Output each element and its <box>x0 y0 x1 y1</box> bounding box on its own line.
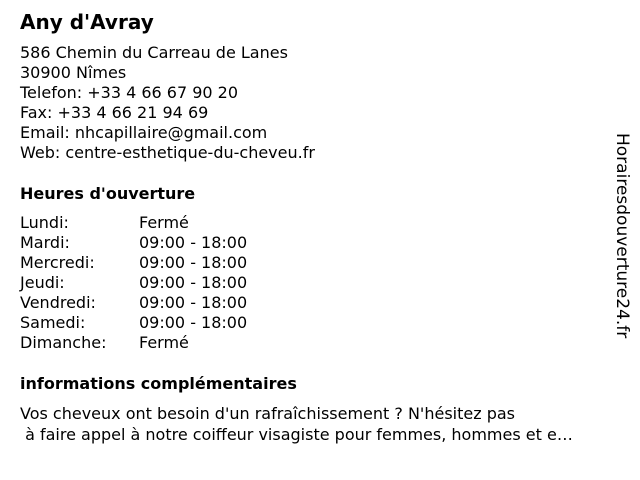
day-label: Samedi: <box>20 313 86 332</box>
day-time: Fermé <box>139 213 189 232</box>
day-label: Mercredi: <box>20 253 95 272</box>
info-description <box>20 403 573 445</box>
day-time: 09:00 - 18:00 <box>139 253 248 272</box>
email-address: Email: nhcapillaire@gmail.com <box>20 123 268 142</box>
day-label: Mardi: <box>20 233 70 252</box>
street-address: 586 Chemin du Carreau de Lanes <box>20 43 288 62</box>
day-label: Dimanche: <box>20 333 107 352</box>
day-time: 09:00 - 18:00 <box>139 313 248 332</box>
fax-number: Fax: +33 4 66 21 94 69 <box>20 103 209 122</box>
info-line-2: à faire appel à notre coiffeur visagiste pour femmes, hommes et e… <box>20 425 573 444</box>
day-time: 09:00 - 18:00 <box>139 273 248 292</box>
hours-row-wednesday <box>20 253 247 273</box>
day-label: Jeudi: <box>20 273 65 292</box>
business-name: Any d'Avray <box>20 10 154 34</box>
hours-row-friday <box>20 293 247 313</box>
day-time: 09:00 - 18:00 <box>139 233 248 252</box>
hours-row-tuesday <box>20 233 247 253</box>
hours-heading: Heures d'ouverture <box>20 184 196 203</box>
info-line-1: Vos cheveux ont besoin d'un rafraîchissement ? N'hésitez pas <box>20 404 515 423</box>
hours-row-sunday <box>20 333 247 353</box>
day-time: 09:00 - 18:00 <box>139 293 248 312</box>
day-label: Lundi: <box>20 213 69 232</box>
day-time: Fermé <box>139 333 189 352</box>
site-watermark: Horairesdouverture24.fr <box>612 133 632 339</box>
hours-row-monday <box>20 213 247 233</box>
phone-number: Telefon: +33 4 66 67 90 20 <box>20 83 239 102</box>
city-postal: 30900 Nîmes <box>20 63 127 82</box>
info-heading: informations complémentaires <box>20 374 297 393</box>
website: Web: centre-esthetique-du-cheveu.fr <box>20 143 315 162</box>
day-label: Vendredi: <box>20 293 96 312</box>
hours-row-saturday <box>20 313 247 333</box>
contact-block <box>20 43 315 163</box>
opening-hours-table <box>20 213 247 353</box>
hours-row-thursday <box>20 273 247 293</box>
